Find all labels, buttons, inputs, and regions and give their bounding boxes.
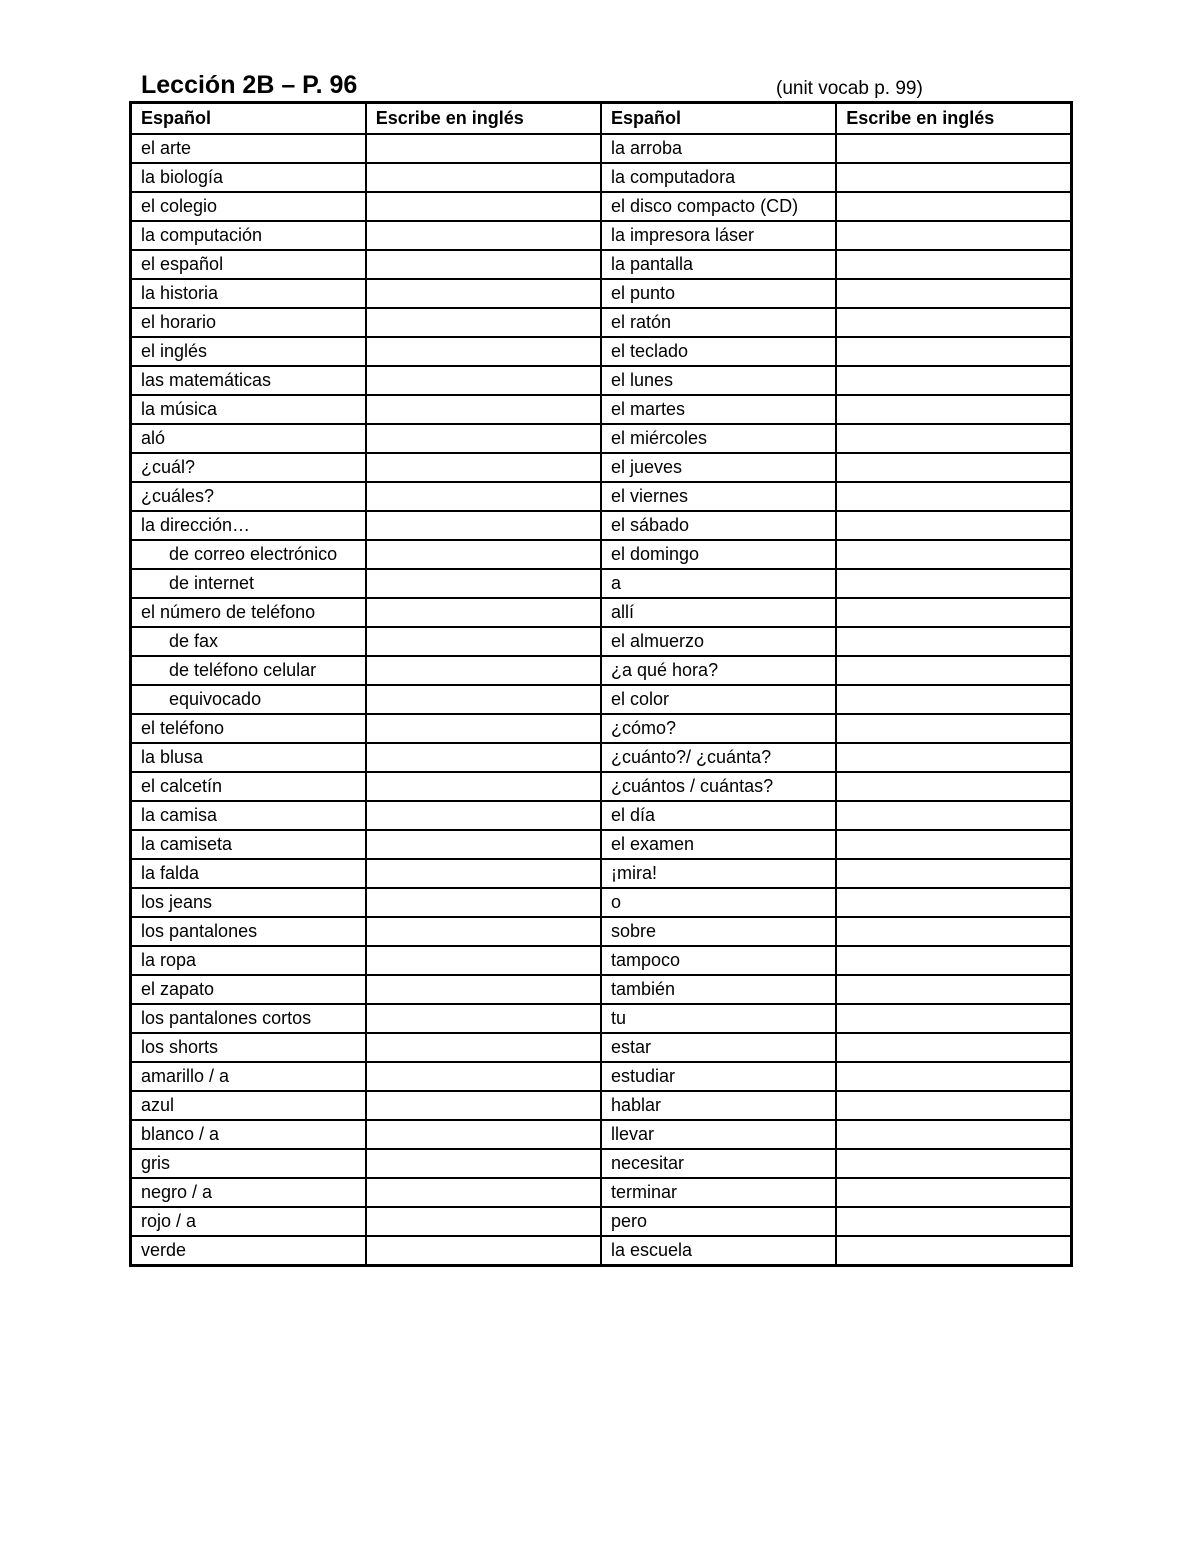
english-answer-cell-left[interactable] <box>366 163 601 192</box>
english-answer-cell-right[interactable] <box>836 482 1071 511</box>
english-answer-cell-right[interactable] <box>836 917 1071 946</box>
spanish-term-right: el disco compacto (CD) <box>601 192 836 221</box>
table-row <box>131 1120 1072 1149</box>
english-answer-cell-left[interactable] <box>366 453 601 482</box>
table-row <box>131 308 1072 337</box>
english-answer-cell-right[interactable] <box>836 830 1071 859</box>
spanish-term-right: el teclado <box>601 337 836 366</box>
spanish-term-right: el almuerzo <box>601 627 836 656</box>
english-answer-cell-right[interactable] <box>836 1236 1071 1266</box>
table-row <box>131 627 1072 656</box>
english-answer-cell-left[interactable] <box>366 250 601 279</box>
english-answer-cell-left[interactable] <box>366 482 601 511</box>
spanish-term-left: el teléfono <box>131 714 366 743</box>
english-answer-cell-left[interactable] <box>366 1120 601 1149</box>
spanish-term-left: la música <box>131 395 366 424</box>
spanish-term-left: los shorts <box>131 1033 366 1062</box>
page-reference-note: (unit vocab p. 99) <box>776 78 923 99</box>
spanish-term-right: ¿cómo? <box>601 714 836 743</box>
english-answer-cell-right[interactable] <box>836 801 1071 830</box>
spanish-term-left: el horario <box>131 308 366 337</box>
english-answer-cell-right[interactable] <box>836 569 1071 598</box>
spanish-term-right: la computadora <box>601 163 836 192</box>
spanish-term-left: la dirección… <box>131 511 366 540</box>
english-answer-cell-left[interactable] <box>366 424 601 453</box>
spanish-term-right: el domingo <box>601 540 836 569</box>
spanish-term-right: ¿a qué hora? <box>601 656 836 685</box>
vocabulary-table <box>129 101 1073 1267</box>
spanish-term-right: el lunes <box>601 366 836 395</box>
table-row <box>131 917 1072 946</box>
english-answer-cell-right[interactable] <box>836 424 1071 453</box>
spanish-term-left: rojo / a <box>131 1207 366 1236</box>
english-answer-cell-right[interactable] <box>836 1178 1071 1207</box>
english-answer-cell-right[interactable] <box>836 511 1071 540</box>
spanish-term-left: los pantalones <box>131 917 366 946</box>
spanish-term-right: ¡mira! <box>601 859 836 888</box>
english-answer-cell-left[interactable] <box>366 917 601 946</box>
english-answer-cell-right[interactable] <box>836 395 1071 424</box>
spanish-term-right: estudiar <box>601 1062 836 1091</box>
spanish-term-right: terminar <box>601 1178 836 1207</box>
table-row <box>131 337 1072 366</box>
table-row <box>131 888 1072 917</box>
spanish-term-left: negro / a <box>131 1178 366 1207</box>
english-answer-cell-left[interactable] <box>366 714 601 743</box>
spanish-term-right: el ratón <box>601 308 836 337</box>
english-answer-cell-right[interactable] <box>836 337 1071 366</box>
spanish-term-left: equivocado <box>131 685 366 714</box>
spanish-term-right: también <box>601 975 836 1004</box>
table-row <box>131 424 1072 453</box>
english-answer-cell-right[interactable] <box>836 1091 1071 1120</box>
table-row <box>131 801 1072 830</box>
english-answer-cell-left[interactable] <box>366 279 601 308</box>
spanish-term-left: la falda <box>131 859 366 888</box>
spanish-term-right: llevar <box>601 1120 836 1149</box>
spanish-term-left: la biología <box>131 163 366 192</box>
spanish-term-left: gris <box>131 1149 366 1178</box>
english-answer-cell-left[interactable] <box>366 569 601 598</box>
english-answer-cell-left[interactable] <box>366 598 601 627</box>
english-answer-cell-right[interactable] <box>836 888 1071 917</box>
english-answer-cell-left[interactable] <box>366 192 601 221</box>
english-answer-cell-left[interactable] <box>366 1033 601 1062</box>
english-answer-cell-left[interactable] <box>366 888 601 917</box>
spanish-term-right: la pantalla <box>601 250 836 279</box>
table-row <box>131 540 1072 569</box>
spanish-term-right: ¿cuánto?/ ¿cuánta? <box>601 743 836 772</box>
spanish-term-right: pero <box>601 1207 836 1236</box>
table-row <box>131 511 1072 540</box>
table-row <box>131 772 1072 801</box>
table-row <box>131 134 1072 163</box>
english-answer-cell-right[interactable] <box>836 627 1071 656</box>
spanish-term-left: las matemáticas <box>131 366 366 395</box>
spanish-term-right: el examen <box>601 830 836 859</box>
table-row <box>131 859 1072 888</box>
english-answer-cell-right[interactable] <box>836 946 1071 975</box>
table-row <box>131 221 1072 250</box>
english-answer-cell-right[interactable] <box>836 308 1071 337</box>
english-answer-cell-right[interactable] <box>836 685 1071 714</box>
spanish-term-right: tampoco <box>601 946 836 975</box>
spanish-term-left: el colegio <box>131 192 366 221</box>
table-row <box>131 1062 1072 1091</box>
table-row <box>131 482 1072 511</box>
english-answer-cell-left[interactable] <box>366 772 601 801</box>
table-row <box>131 830 1072 859</box>
spanish-term-left: amarillo / a <box>131 1062 366 1091</box>
spanish-term-right: la escuela <box>601 1236 836 1266</box>
english-answer-cell-left[interactable] <box>366 685 601 714</box>
table-row <box>131 1091 1072 1120</box>
table-row <box>131 743 1072 772</box>
english-answer-cell-right[interactable] <box>836 221 1071 250</box>
spanish-term-left: verde <box>131 1236 366 1266</box>
table-row <box>131 192 1072 221</box>
column-header-spanish-right: Español <box>601 103 836 135</box>
english-answer-cell-left[interactable] <box>366 337 601 366</box>
english-answer-cell-left[interactable] <box>366 134 601 163</box>
page-header <box>141 70 1071 104</box>
english-answer-cell-right[interactable] <box>836 1149 1071 1178</box>
english-answer-cell-left[interactable] <box>366 1149 601 1178</box>
english-answer-cell-left[interactable] <box>366 830 601 859</box>
spanish-term-right: tu <box>601 1004 836 1033</box>
spanish-term-right: la arroba <box>601 134 836 163</box>
spanish-term-left: el calcetín <box>131 772 366 801</box>
english-answer-cell-right[interactable] <box>836 975 1071 1004</box>
table-row <box>131 250 1072 279</box>
english-answer-cell-right[interactable] <box>836 1004 1071 1033</box>
english-answer-cell-right[interactable] <box>836 1207 1071 1236</box>
spanish-term-left: de teléfono celular <box>131 656 366 685</box>
spanish-term-right: el color <box>601 685 836 714</box>
english-answer-cell-right[interactable] <box>836 1120 1071 1149</box>
spanish-term-left: los pantalones cortos <box>131 1004 366 1033</box>
spanish-term-left: el inglés <box>131 337 366 366</box>
spanish-term-left: la camisa <box>131 801 366 830</box>
english-answer-cell-left[interactable] <box>366 540 601 569</box>
english-answer-cell-right[interactable] <box>836 366 1071 395</box>
spanish-term-right: el sábado <box>601 511 836 540</box>
spanish-term-left: la historia <box>131 279 366 308</box>
spanish-term-right: el punto <box>601 279 836 308</box>
spanish-term-left: de internet <box>131 569 366 598</box>
column-header-spanish-left: Español <box>131 103 366 135</box>
spanish-term-right: allí <box>601 598 836 627</box>
table-row <box>131 1178 1072 1207</box>
spanish-term-left: blanco / a <box>131 1120 366 1149</box>
english-answer-cell-right[interactable] <box>836 540 1071 569</box>
spanish-term-left: de correo electrónico <box>131 540 366 569</box>
spanish-term-right: el día <box>601 801 836 830</box>
english-answer-cell-left[interactable] <box>366 1236 601 1266</box>
english-answer-cell-left[interactable] <box>366 1062 601 1091</box>
spanish-term-right: el jueves <box>601 453 836 482</box>
spanish-term-right: o <box>601 888 836 917</box>
spanish-term-left: aló <box>131 424 366 453</box>
table-row <box>131 453 1072 482</box>
english-answer-cell-right[interactable] <box>836 1033 1071 1062</box>
english-answer-cell-right[interactable] <box>836 453 1071 482</box>
spanish-term-right: el miércoles <box>601 424 836 453</box>
table-row <box>131 366 1072 395</box>
spanish-term-left: los jeans <box>131 888 366 917</box>
spanish-term-left: el número de teléfono <box>131 598 366 627</box>
table-row <box>131 395 1072 424</box>
spanish-term-left: la camiseta <box>131 830 366 859</box>
spanish-term-left: ¿cuál? <box>131 453 366 482</box>
english-answer-cell-left[interactable] <box>366 308 601 337</box>
spanish-term-right: el martes <box>601 395 836 424</box>
english-answer-cell-right[interactable] <box>836 250 1071 279</box>
english-answer-cell-right[interactable] <box>836 279 1071 308</box>
spanish-term-left: el arte <box>131 134 366 163</box>
page-title: Lección 2B – P. 96 <box>141 71 358 99</box>
english-answer-cell-left[interactable] <box>366 511 601 540</box>
spanish-term-left: azul <box>131 1091 366 1120</box>
column-header-english-left: Escribe en inglés <box>366 103 601 135</box>
vocabulary-rows <box>131 134 1072 1266</box>
english-answer-cell-left[interactable] <box>366 656 601 685</box>
spanish-term-right: necesitar <box>601 1149 836 1178</box>
english-answer-cell-right[interactable] <box>836 714 1071 743</box>
english-answer-cell-right[interactable] <box>836 598 1071 627</box>
spanish-term-left: la computación <box>131 221 366 250</box>
english-answer-cell-left[interactable] <box>366 975 601 1004</box>
table-row <box>131 946 1072 975</box>
table-row <box>131 714 1072 743</box>
spanish-term-left: el zapato <box>131 975 366 1004</box>
english-answer-cell-right[interactable] <box>836 743 1071 772</box>
column-header-english-right: Escribe en inglés <box>836 103 1071 135</box>
english-answer-cell-left[interactable] <box>366 1091 601 1120</box>
table-row <box>131 1033 1072 1062</box>
table-row <box>131 163 1072 192</box>
table-row <box>131 656 1072 685</box>
table-row <box>131 975 1072 1004</box>
spanish-term-right: sobre <box>601 917 836 946</box>
table-row <box>131 1149 1072 1178</box>
table-row <box>131 1004 1072 1033</box>
english-answer-cell-left[interactable] <box>366 1207 601 1236</box>
table-row <box>131 1236 1072 1266</box>
spanish-term-left: la blusa <box>131 743 366 772</box>
spanish-term-right: el viernes <box>601 482 836 511</box>
spanish-term-left: ¿cuáles? <box>131 482 366 511</box>
english-answer-cell-right[interactable] <box>836 656 1071 685</box>
table-row <box>131 1207 1072 1236</box>
english-answer-cell-left[interactable] <box>366 221 601 250</box>
english-answer-cell-right[interactable] <box>836 192 1071 221</box>
english-answer-cell-left[interactable] <box>366 946 601 975</box>
english-answer-cell-left[interactable] <box>366 801 601 830</box>
english-answer-cell-right[interactable] <box>836 772 1071 801</box>
spanish-term-left: el español <box>131 250 366 279</box>
spanish-term-right: ¿cuántos / cuántas? <box>601 772 836 801</box>
spanish-term-right: a <box>601 569 836 598</box>
spanish-term-right: estar <box>601 1033 836 1062</box>
english-answer-cell-left[interactable] <box>366 395 601 424</box>
english-answer-cell-right[interactable] <box>836 859 1071 888</box>
english-answer-cell-left[interactable] <box>366 1178 601 1207</box>
table-row <box>131 598 1072 627</box>
spanish-term-right: hablar <box>601 1091 836 1120</box>
english-answer-cell-left[interactable] <box>366 859 601 888</box>
english-answer-cell-left[interactable] <box>366 366 601 395</box>
english-answer-cell-right[interactable] <box>836 1062 1071 1091</box>
spanish-term-left: la ropa <box>131 946 366 975</box>
table-row <box>131 279 1072 308</box>
spanish-term-right: la impresora láser <box>601 221 836 250</box>
table-row <box>131 569 1072 598</box>
table-row <box>131 685 1072 714</box>
english-answer-cell-left[interactable] <box>366 627 601 656</box>
spanish-term-left: de fax <box>131 627 366 656</box>
table-header-row <box>131 103 1072 135</box>
english-answer-cell-right[interactable] <box>836 134 1071 163</box>
english-answer-cell-left[interactable] <box>366 1004 601 1033</box>
english-answer-cell-left[interactable] <box>366 743 601 772</box>
english-answer-cell-right[interactable] <box>836 163 1071 192</box>
